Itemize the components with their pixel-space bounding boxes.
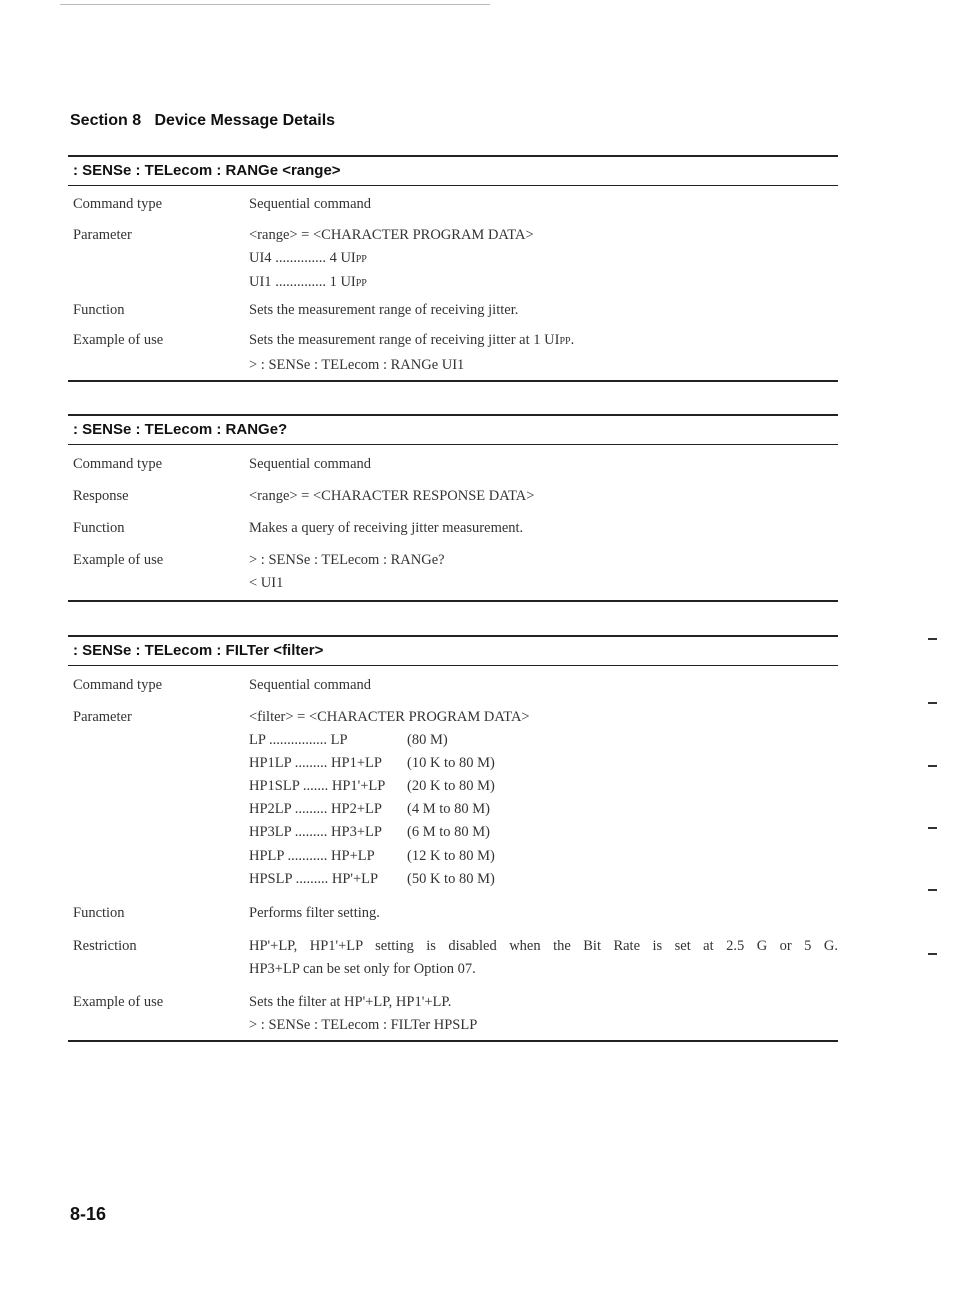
row-command-type	[68, 453, 838, 485]
row-value: Sequential command	[249, 196, 372, 212]
example-text: Sets the measurement range of receiving jitter at 1 UIPP.	[249, 332, 575, 348]
example-command: > : SENSe : TELecom : RANGe UI1	[249, 356, 465, 373]
row-label: Example of use	[73, 552, 164, 568]
row-value: Sequential command	[249, 456, 372, 472]
parameter-definition: <filter> = <CHARACTER PROGRAM DATA>	[249, 709, 530, 725]
command-title: : SENSe : TELecom : RANGe?	[68, 414, 838, 445]
command-block-range-query	[68, 414, 838, 602]
row-value: Makes a query of receiving jitter measurement.	[249, 520, 524, 536]
row-label: Example of use	[73, 332, 164, 348]
row-label: Response	[73, 488, 129, 504]
filter-options-table	[249, 729, 495, 891]
row-example	[68, 549, 838, 599]
row-example	[68, 991, 838, 1041]
margin-tick	[928, 765, 937, 767]
row-value: <range> = <CHARACTER RESPONSE DATA>	[249, 488, 535, 504]
section-number: Section 8	[70, 112, 142, 129]
row-restriction	[68, 935, 838, 991]
command-title: : SENSe : TELecom : FILTer <filter>	[68, 635, 838, 666]
row-response	[68, 485, 838, 517]
row-label: Function	[73, 520, 125, 536]
parameter-definition: <range> = <CHARACTER PROGRAM DATA>	[249, 227, 534, 243]
row-label: Example of use	[73, 994, 164, 1010]
row-label: Command type	[73, 196, 163, 212]
parameter-option: UI4 .............. 4 UIPP	[249, 249, 367, 266]
restriction-line: HP3+LP can be set only for Option 07.	[249, 960, 476, 977]
example-reply: < UI1	[249, 574, 284, 591]
scan-artifact-top	[60, 4, 490, 5]
row-label: Parameter	[73, 227, 132, 243]
row-label: Parameter	[73, 709, 132, 725]
row-function	[68, 902, 838, 935]
row-label: Command type	[73, 677, 163, 693]
margin-tick	[928, 953, 937, 955]
command-title: : SENSe : TELecom : RANGe <range>	[68, 155, 838, 186]
row-function	[68, 517, 838, 549]
command-block-filter	[68, 635, 838, 1042]
row-command-type	[68, 674, 838, 706]
row-parameter	[68, 224, 838, 299]
row-label: Function	[73, 302, 125, 318]
filter-option-row: HP1LP ......... HP1+LP (10 K to 80 M)	[249, 754, 495, 771]
example-command: > : SENSe : TELecom : RANGe?	[249, 552, 445, 568]
margin-tick	[928, 889, 937, 891]
filter-option-row: LP ................ LP (80 M)	[249, 731, 448, 748]
row-command-type	[68, 193, 838, 224]
section-title: Device Message Details	[154, 112, 336, 129]
row-value: Performs filter setting.	[249, 905, 380, 921]
command-block-range	[68, 155, 838, 382]
section-header	[70, 112, 335, 130]
row-label: Function	[73, 905, 125, 921]
filter-option-row: HP3LP ......... HP3+LP (6 M to 80 M)	[249, 824, 490, 841]
row-example	[68, 329, 838, 379]
parameter-option: UI1 .............. 1 UIPP	[249, 274, 367, 290]
row-label: Restriction	[73, 938, 137, 954]
filter-option-row: HPSLP ......... HP'+LP (50 K to 80 M)	[249, 870, 495, 887]
row-label: Command type	[73, 456, 163, 472]
row-parameter	[68, 706, 838, 902]
row-function	[68, 299, 838, 329]
example-command: > : SENSe : TELecom : FILTer HPSLP	[249, 1016, 478, 1033]
margin-tick	[928, 638, 937, 640]
example-text: Sets the filter at HP'+LP, HP1'+LP.	[249, 994, 452, 1010]
margin-tick	[928, 827, 937, 829]
margin-tick	[928, 702, 937, 704]
filter-option-row: HPLP ........... HP+LP (12 K to 80 M)	[249, 847, 495, 864]
row-value: Sets the measurement range of receiving jitter.	[249, 302, 519, 318]
restriction-line: HP'+LP, HP1'+LP setting is disabled when the Bit Rate is set at 2.5 G or 5 G.	[249, 938, 838, 954]
filter-option-row: HP2LP ......... HP2+LP (4 M to 80 M)	[249, 801, 490, 818]
filter-option-row: HP1SLP ....... HP1'+LP (20 K to 80 M)	[249, 777, 495, 794]
row-value: Sequential command	[249, 677, 372, 693]
page-number: 8-16	[70, 1204, 107, 1224]
